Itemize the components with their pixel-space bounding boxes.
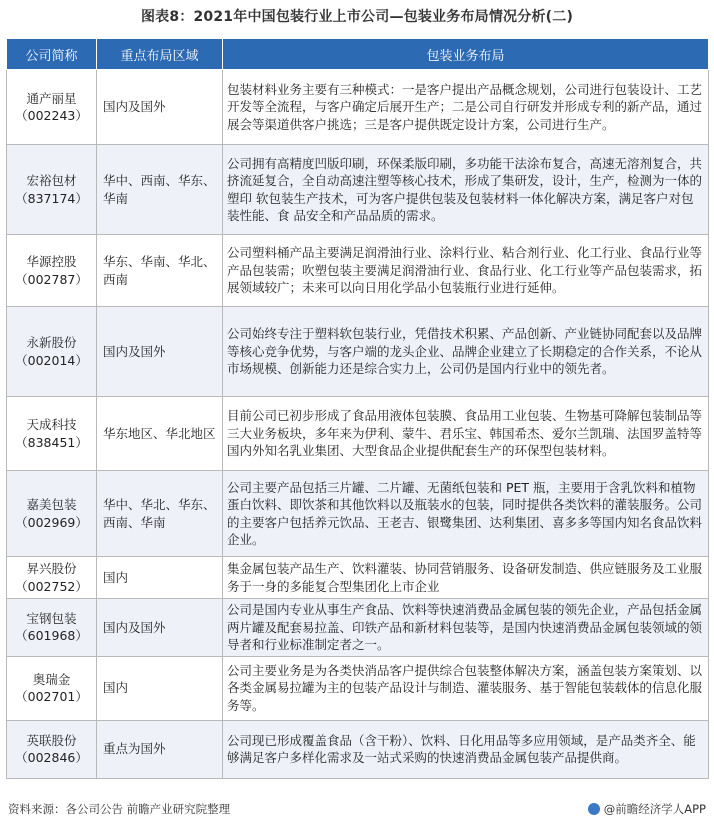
table-body (7, 70, 709, 779)
company-cell (7, 656, 97, 720)
layout-cell: 公司拥有高精度凹版印刷，环保柔版印刷，多功能干法涂布复合，高速无溶剂复合，共 挤流延复合，全自动高速注塑等核心技术，形成了集研发，设计，生产，检测为一体的塑印 软包装生产技术，可为客户提供包装及包装材料一体化解决方案，满足客户对包装性能、食 品安全和产品品质的需求。 (223, 145, 709, 235)
table-row (7, 70, 709, 145)
company-cell (7, 471, 97, 557)
company-cell (7, 307, 97, 397)
company-cell (7, 145, 97, 235)
brand-logo-icon (588, 803, 600, 815)
region-cell: 国内 (97, 656, 223, 720)
region-cell: 重点为国外 (97, 720, 223, 778)
company-name: 宝钢包装 (26, 610, 77, 626)
company-name: 嘉美包装 (26, 497, 77, 512)
company-cell (7, 720, 97, 778)
company-code: （002701） (15, 689, 88, 704)
table-row (7, 307, 709, 397)
table-header-row (7, 39, 709, 70)
header-region: 重点布局区域 (97, 39, 223, 70)
region-cell: 国内 (97, 557, 223, 599)
company-name: 宏裕包材 (26, 173, 77, 188)
brand-mark (588, 801, 706, 817)
company-name: 昇兴股份 (26, 561, 77, 576)
company-code: （002243） (15, 108, 88, 123)
table-row (7, 145, 709, 235)
company-code: （838451） (15, 434, 88, 450)
region-cell: 华中、华北、华东、西南、华南 (97, 471, 223, 557)
table-row (7, 557, 709, 599)
region-cell: 华东、华南、华北、西南 (97, 235, 223, 307)
table-row (7, 397, 709, 471)
company-code: （002846） (15, 750, 88, 765)
company-cell (7, 599, 97, 657)
company-cell (7, 235, 97, 307)
company-cell (7, 557, 97, 599)
table-row (7, 720, 709, 778)
footer (8, 796, 706, 822)
table-row (7, 471, 709, 557)
company-code: （002787） (15, 271, 88, 287)
company-code: （837174） (15, 190, 88, 206)
layout-cell: 公司现已形成覆盖食品（含干粉）、饮料、日化用品等多应用领域，是产品类齐全、能够满足客户多样化需求及一站式采购的快速消费品金属包装产品提供商。 (223, 720, 709, 778)
layout-cell: 公司主要产品包括三片罐、二片罐、无菌纸包装和 PET 瓶，主要用于含乳饮料和植物蛋白饮料、即饮茶和其他饮料以及瓶装水的包装，同时提供各类饮料的灌装服务。公司的主要客户包括养元饮品、王老吉、银鹭集团、达利集团、喜多多等国内知名食品饮料企业。 (223, 471, 709, 557)
table-row (7, 235, 709, 307)
region-cell: 国内及国外 (97, 70, 223, 145)
layout-cell: 目前公司已初步形成了食品用液体包装膜、食品用工业包装、生物基可降解包装制品等三大业务板块，多年来为伊利、蒙牛、君乐宝、韩国希杰、爱尔兰凯瑞、法国罗盖特等国内外知名乳业集团、大型食品企业提供配套生产的环保型包装材料。 (223, 397, 709, 471)
company-code: （002752） (15, 578, 88, 594)
company-code: （002014） (15, 352, 88, 368)
layout-cell: 公司始终专注于塑料软包装行业，凭借技术积累、产品创新、产业链协同配套以及品牌等核心竞争优势，与客户端的龙头企业、品牌企业建立了长期稳定的合作关系，不论从市场规模、创新能力还是综合实力上，公司仍是国内行业中的领先者。 (223, 307, 709, 397)
layout-cell: 公司是国内专业从事生产食品、饮料等快速消费品金属包装的领先企业，产品包括金属两片罐及配套易拉盖、印铁产品和新材料包装等，是国内快速消费品金属包装领域的领导者和行业标准制定者之一。 (223, 599, 709, 657)
region-cell: 国内及国外 (97, 599, 223, 657)
company-name: 天成科技 (26, 417, 77, 432)
company-name: 奥瑞金 (32, 671, 71, 687)
company-cell (7, 70, 97, 145)
company-name: 永新股份 (26, 335, 77, 350)
table-row (7, 656, 709, 720)
table-row (7, 599, 709, 657)
brand-label: @前瞻经济学人APP (603, 802, 706, 816)
region-cell: 国内及国外 (97, 307, 223, 397)
header-company: 公司简称 (7, 39, 97, 70)
company-cell (7, 397, 97, 471)
company-code: （601968） (15, 628, 88, 644)
company-name: 华源控股 (26, 254, 77, 269)
company-table (6, 38, 709, 779)
company-name: 通产丽星 (26, 90, 77, 106)
header-layout: 包装业务布局 (223, 39, 709, 70)
region-cell: 华东地区、华北地区 (97, 397, 223, 471)
source-note: 资料来源：各公司公告 前瞻产业研究院整理 (8, 802, 231, 816)
layout-cell: 包装材料业务主要有三种模式：一是客户提出产品概念规划，公司进行包装设计、工艺开发等全流程，与客户确定后展开生产；二是公司自行研发并形成专利的新产品，通过展会等渠道供客户挑选；三是客户提供既定设计方案，公司进行生产。 (223, 70, 709, 145)
layout-cell: 公司主要业务是为各类快消品客户提供综合包装整体解决方案，涵盖包装方案策划、以各类金属易拉罐为主的包装产品设计与制造、灌装服务、基于智能包装载体的信息化服务等。 (223, 656, 709, 720)
layout-cell: 公司塑料桶产品主要满足润滑油行业、涂料行业、粘合剂行业、化工行业、食品行业等产品包装需；吹塑包装主要满足润滑油行业、食品行业、化工行业等产品包装需求，拓展领域较广；未来可以向日用化学品小包装瓶行业进行延伸。 (223, 235, 709, 307)
layout-cell: 集金属包装产品生产、饮料灌装、协同营销服务、设备研发制造、供应链服务及工业服务于一身的多能复合型集团化上市企业 (223, 557, 709, 599)
company-code: （002969） (15, 514, 88, 530)
chart-title: 图表8：2021年中国包装行业上市公司—包装业务布局情况分析(二) (140, 9, 574, 25)
company-name: 英联股份 (26, 732, 77, 748)
region-cell: 华中、西南、华东、华南 (97, 145, 223, 235)
